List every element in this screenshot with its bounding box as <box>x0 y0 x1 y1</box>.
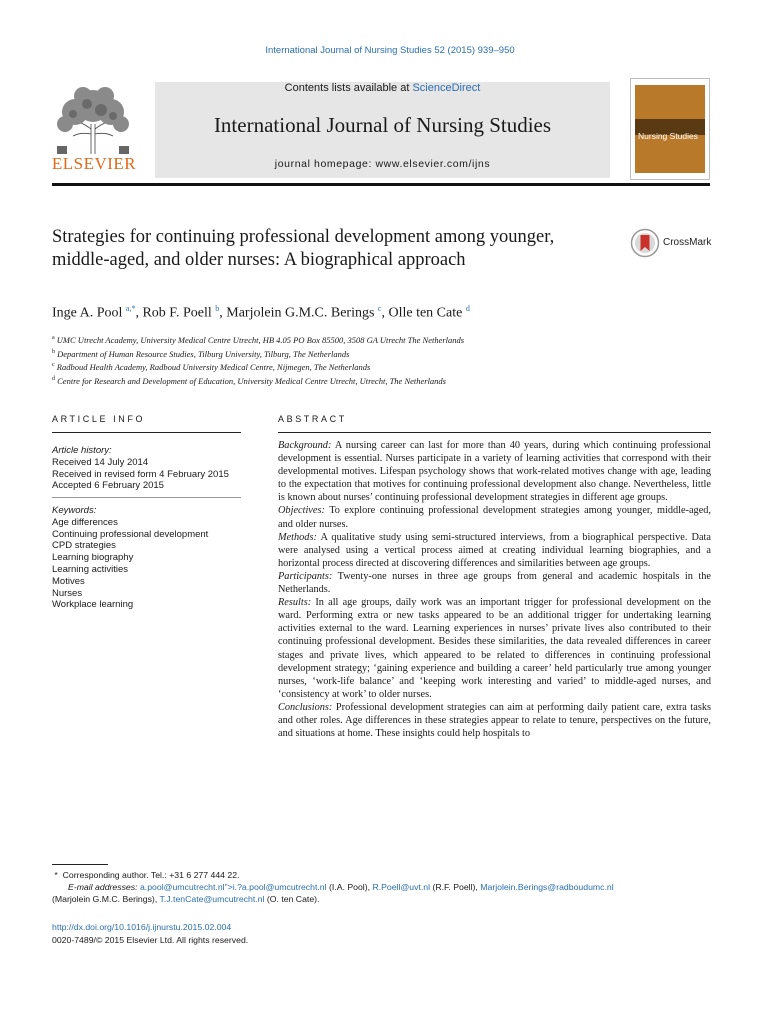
cover-art <box>635 85 705 173</box>
keyword: Age differences <box>52 516 118 528</box>
author-name: Marjolein G.M.C. Berings <box>226 305 375 321</box>
keyword: Workplace learning <box>52 599 134 611</box>
crossmark-label: CrossMark <box>663 237 712 248</box>
journal-title: International Journal of Nursing Studies <box>213 113 552 137</box>
crossmark-badge[interactable] <box>630 228 716 260</box>
email-link[interactable]: Marjolein.Berings@radboudumc.nl <box>480 882 614 892</box>
affiliation-item: $^c$ Radboud Health Academy, Radboud University Medical Centre, Nijmegen, The Netherlands <box>52 362 371 373</box>
author-affil-mark[interactable]: d <box>465 304 470 313</box>
affiliation-item: $^a$ UMC Utrecht Academy, University Medical Centre Utrecht, HB 4.05 PO Box 85500, 3508 GA Utrecht The Netherlands <box>52 334 465 345</box>
doi-block <box>52 921 452 946</box>
history-label: Article history: <box>52 445 112 456</box>
author-affil-mark[interactable]: a,* <box>125 304 136 313</box>
author-name: Inge A. Pool <box>52 305 123 321</box>
email-link[interactable]: T.J.tenCate@umcutrecht.nl <box>159 894 265 904</box>
abstract-rule <box>278 432 711 433</box>
abstract-paragraph: Objectives: To explore continuing professional development strategies among younger, middle-aged, and older nurses. <box>278 505 711 530</box>
abstract-paragraph: Conclusions: Professional development strategies can aim at performing daily patient care, extra tasks and other roles. Age differences in these strategies appear to relate to tenure, perspectives on the future, and situations at home. These insights could help hospitals to <box>278 701 711 740</box>
abstract-paragraph: Results: In all age groups, daily work was an important trigger for professional development on the ward. Performing extra or new tasks appeared to be an additional trigger for undertaking learning activities external to the ward. Learning experiences in nurses’ private lives also contributed to their continuing professional development. Besides these similarities, the data revealed differences in career stages and private lives, which appeared to be related to differences in continuing professional development strategy; ‘gaining experience and building a career’ held particularly true among younger nurses, ‘work-life balance’ and ‘keeping work interesting and varied’ to middle-aged nurses, and ‘consistency at work’ to older nurses. <box>278 597 711 700</box>
journal-cover-thumbnail[interactable] <box>630 78 710 180</box>
email-addresses: E-mail addresses: a.pool@umcutrecht.nl">i.?a.pool@umcutrecht.nl (I.A. Pool), R.Poell@uvt.nl (R.F. Poell), Marjolein.Berings@radboudumc.nl <box>68 882 614 892</box>
affiliation-item: $^d$ Centre for Research and Development of Education, University Medical Centre Utrecht, Utrecht, The Netherlands <box>52 375 446 386</box>
author-name: Olle ten Cate <box>388 305 463 321</box>
header-rule <box>52 183 710 186</box>
keyword: Motives <box>52 575 85 587</box>
article-info-rule <box>52 432 241 433</box>
history-item: Received in revised form 4 February 2015 <box>52 468 229 480</box>
footnotes <box>52 869 712 905</box>
keyword: Nurses <box>52 587 83 599</box>
journal-reference[interactable]: International Journal of Nursing Studies 52 (2015) 939–950 <box>265 45 515 56</box>
abstract-body <box>278 439 711 740</box>
article-title: Strategies for continuing professional development among younger, middle-aged, and older nurses: A biographical approach <box>52 227 555 270</box>
corresponding-author-note: * Corresponding author. Tel.: +31 6 277 444 22. <box>54 870 240 880</box>
history-rule <box>52 497 241 498</box>
abstract-heading: ABSTRACT <box>278 414 347 424</box>
abstract-paragraph: Background: A nursing career can last for more than 40 years, during which continuing professional development is essential. Nurses participate in a variety of learning activities that correspond with their developmental motives. Lifespan psychology shows that work-related motives change with age, leading to the expectation that motives for continuing professional development also change. Nevertheless, little is known about nurses’ continuing professional development strategies in different age groups. <box>278 440 711 504</box>
author-affil-mark[interactable]: c <box>377 304 382 313</box>
homepage-prefix: journal homepage: <box>274 158 376 170</box>
keyword: CPD strategies <box>52 540 116 552</box>
author-name: Rob F. Poell <box>142 305 212 321</box>
author-list: Inge A. Pool $^{a,*}$, Rob F. Poell $^b$, Marjolein G.M.C. Berings $^c$, Olle ten Cate $^d$ <box>52 304 470 321</box>
contents-line <box>155 82 610 94</box>
email-link[interactable]: R.Poell@uvt.nl <box>372 882 431 892</box>
history-item: Accepted 6 February 2015 <box>52 480 164 492</box>
cover-title: Nursing Studies <box>638 131 699 141</box>
crossmark-icon <box>630 228 660 258</box>
footnote-rule <box>52 864 108 865</box>
sciencedirect-link[interactable]: ScienceDirect <box>412 82 481 94</box>
email-addresses-cont: (Marjolein G.M.C. Berings), T.J.tenCate@umcutrecht.nl (O. ten Cate). <box>52 894 320 904</box>
elsevier-wordmark: ELSEVIER <box>51 154 137 173</box>
author-affil-mark[interactable]: b <box>215 304 220 313</box>
homepage-link[interactable]: www.elsevier.com/ijns <box>375 158 491 170</box>
keywords <box>52 505 242 611</box>
journal-homepage <box>155 158 610 170</box>
elsevier-tree-logo <box>53 84 133 156</box>
keyword: Learning biography <box>52 552 134 564</box>
affiliations <box>52 333 712 388</box>
article-history <box>52 445 242 492</box>
keywords-label: Keywords: <box>52 505 97 516</box>
keyword: Continuing professional development <box>52 528 209 540</box>
abstract-paragraph: Methods: A qualitative study using semi-structured interviews, from a biographical perspective. Data were analysed using a vertical process aimed at creating individual learning biographies, and a horizontal process directed at discovering differences and similarities between age groups. <box>278 531 711 569</box>
copyright: 0020-7489/© 2015 Elsevier Ltd. All rights reserved. <box>52 934 249 945</box>
email-link[interactable]: a.pool@umcutrecht.nl">i.?a.pool@umcutrecht.nl <box>139 882 327 892</box>
keyword: Learning activities <box>52 563 129 575</box>
abstract-paragraph: Participants: Twenty-one nurses in three age groups from general and academic hospitals in the Netherlands. <box>278 570 712 596</box>
contents-prefix: Contents lists available at <box>284 82 413 94</box>
history-item: Received 14 July 2014 <box>52 456 149 468</box>
article-info-heading: ARTICLE INFO <box>52 414 146 424</box>
affiliation-item: $^b$ Department of Human Resource Studies, Tilburg University, Tilburg, The Netherlands <box>52 348 350 359</box>
doi-link[interactable]: http://dx.doi.org/10.1016/j.ijnurstu.2015.02.004 <box>52 922 232 932</box>
